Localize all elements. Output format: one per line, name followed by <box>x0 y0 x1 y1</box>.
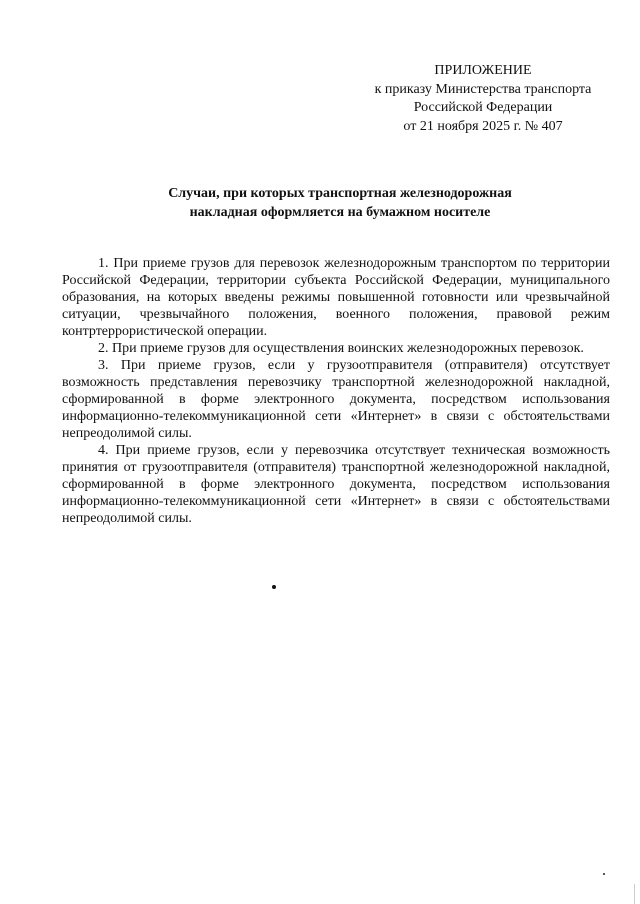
scan-edge-mark <box>634 884 635 904</box>
appendix-header <box>330 62 636 136</box>
paragraph-2: 2. При приеме грузов для осуществления воинских железнодорожных перевозок. <box>98 341 584 356</box>
paragraph-1: 1. При приеме грузов для перевозок железнодорожным транспортом по территории Российской Федерации, территории субъекта Российской Федерации, муниципального образования, на которых введены режимы повышенной готовности или чрезвычайной ситуации, чрезвычайного положения, военного положения, правовой режим контртеррористической операции. <box>62 256 610 339</box>
title-line-1: Случаи, при которых транспортная железнодорожная <box>168 186 512 201</box>
appendix-order-date: от 21 ноября 2025 г. № 407 <box>403 118 563 134</box>
end-bullet-mark <box>272 585 276 589</box>
appendix-label: ПРИЛОЖЕНИЕ <box>434 63 532 78</box>
scan-dot <box>603 873 605 875</box>
document-title <box>60 185 620 222</box>
paragraph-4: 4. При приеме грузов, если у перевозчика отсутствует техническая возможность принятия от грузоотправителя (отправителя) транспортной железнодорожной накладной, сформированной в форме электронного документа, посредством использования информационно-телекоммуникационной сети «Интернет» в связи с обстоятельствами непреодолимой силы. <box>62 443 610 526</box>
appendix-order-ref: к приказу Министерства транспорта <box>374 81 592 97</box>
document-body <box>62 255 610 527</box>
appendix-authority: Российской Федерации <box>413 100 553 115</box>
paragraph-3: 3. При приеме грузов, если у грузоотправителя (отправителя) отсутствует возможность представления перевозчику транспортной железнодорожной накладной, сформированной в форме электронного документа, посредством использования информационно-телекоммуникационной сети «Интернет» в связи с обстоятельствами непреодолимой силы. <box>62 358 610 441</box>
title-line-2: накладная оформляется на бумажном носителе <box>189 204 491 220</box>
